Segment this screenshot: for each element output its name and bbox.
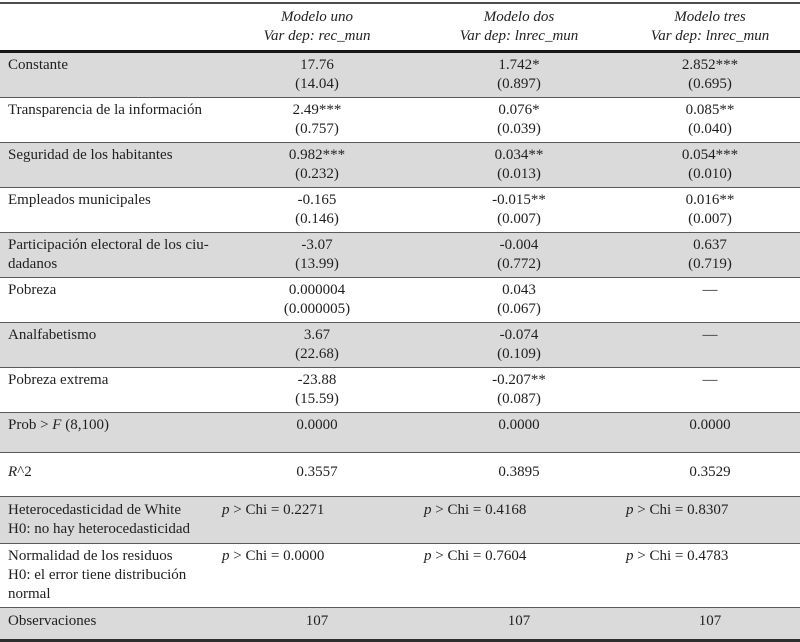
row-label-line2: H0: no hay heterocedasticidad — [8, 521, 191, 537]
p-value-cell — [216, 497, 418, 544]
value-cell — [216, 413, 418, 453]
standard-error: (0.897) — [497, 76, 541, 92]
row-label-cell — [0, 188, 216, 233]
value-cell — [216, 98, 418, 143]
row-label: Constante — [8, 57, 68, 73]
row-label: Analfabetismo — [8, 327, 97, 343]
value-cell — [418, 52, 620, 98]
row-label: Pobreza — [8, 282, 57, 298]
row-label: Seguridad de los habitantes — [8, 147, 173, 163]
row-empleados — [0, 188, 800, 233]
value-cell — [216, 233, 418, 278]
value-cell — [216, 608, 418, 642]
coefficient-value: 1.742* — [498, 57, 540, 73]
p-symbol: p — [222, 548, 230, 564]
row-observaciones — [0, 608, 800, 642]
standard-error: (0.232) — [295, 166, 339, 182]
row-label: Empleados municipales — [8, 192, 151, 208]
row-label-line2: dadanos — [8, 256, 58, 272]
value-cell — [418, 323, 620, 368]
p-value-cell — [418, 497, 620, 544]
standard-error: (0.040) — [688, 121, 732, 137]
row-normalidad — [0, 544, 800, 608]
value-cell — [620, 52, 800, 98]
header-row — [0, 3, 800, 52]
model-title: Modelo uno — [280, 9, 354, 25]
standard-error: (0.757) — [295, 121, 339, 137]
value-cell — [620, 233, 800, 278]
row-label-cell — [0, 278, 216, 323]
value-cell — [418, 608, 620, 642]
p-value-text: > Chi = 0.4168 — [431, 502, 527, 518]
row-r-squared — [0, 453, 800, 497]
standard-error: (0.109) — [497, 346, 541, 362]
standard-error: (0.719) — [688, 256, 732, 272]
row-constante — [0, 52, 800, 98]
row-label-line2: H0: el error tiene distribución — [8, 567, 187, 583]
standard-error: (15.59) — [295, 391, 339, 407]
statistic-value: 0.0000 — [498, 417, 540, 433]
standard-error: (0.007) — [497, 211, 541, 227]
coefficient-value: -3.07 — [301, 237, 333, 253]
value-cell — [216, 278, 418, 323]
row-label-cell — [0, 544, 216, 608]
row-label: Transparencia de la información — [8, 102, 202, 118]
row-label-cell — [0, 323, 216, 368]
standard-error: (0.000005) — [283, 301, 351, 317]
row-pobreza — [0, 278, 800, 323]
standard-error: (14.04) — [295, 76, 339, 92]
value-cell — [418, 98, 620, 143]
row-label-cell — [0, 233, 216, 278]
p-value-cell — [620, 497, 800, 544]
value-cell — [418, 188, 620, 233]
value-cell — [418, 233, 620, 278]
row-label-part: Prob > — [8, 417, 53, 433]
value-cell — [620, 143, 800, 188]
value-cell — [216, 143, 418, 188]
statistic-value: 0.0000 — [689, 417, 731, 433]
row-analfabetismo — [0, 323, 800, 368]
p-value-text: > Chi = 0.2271 — [229, 502, 325, 518]
value-cell — [418, 413, 620, 453]
statistic-value: 0.0000 — [296, 417, 338, 433]
p-value-cell — [418, 544, 620, 608]
standard-error: (0.772) — [497, 256, 541, 272]
coefficient-value: 0.982*** — [288, 147, 346, 163]
model-title: Modelo dos — [483, 9, 555, 25]
statistic-value: 0.3895 — [498, 464, 540, 480]
row-label: Observaciones — [8, 613, 97, 629]
coefficient-value: 2.49*** — [292, 102, 342, 118]
row-label-part: (8,100) — [61, 417, 109, 433]
p-symbol: p — [222, 502, 230, 518]
value-cell — [620, 278, 800, 323]
value-cell — [418, 278, 620, 323]
header-empty-cell — [0, 3, 216, 52]
standard-error: (0.146) — [295, 211, 339, 227]
row-label: Participación electoral de los ciu- — [8, 237, 209, 253]
row-pobreza-extrema — [0, 368, 800, 413]
observations-count: 107 — [305, 613, 329, 629]
column-header-model-2 — [418, 3, 620, 52]
p-value-text: > Chi = 0.7604 — [431, 548, 527, 564]
standard-error: (0.007) — [688, 211, 732, 227]
p-value-text: > Chi = 0.8307 — [633, 502, 729, 518]
coefficient-value: 0.043 — [502, 282, 536, 298]
value-cell — [216, 453, 418, 497]
coefficient-value: 0.034** — [494, 147, 544, 163]
coefficient-value: 0.637 — [693, 237, 727, 253]
row-label-cell — [0, 52, 216, 98]
row-label-cell — [0, 143, 216, 188]
value-cell — [418, 143, 620, 188]
value-cell — [620, 98, 800, 143]
row-label: Pobreza extrema — [8, 372, 109, 388]
standard-error: (0.695) — [688, 76, 732, 92]
coefficient-value: 2.852*** — [681, 57, 739, 73]
coefficient-value: 0.000004 — [288, 282, 346, 298]
coefficient-value: -0.015** — [492, 192, 546, 208]
row-prob-f — [0, 413, 800, 453]
row-participacion — [0, 233, 800, 278]
statistic-value: 0.3557 — [296, 464, 338, 480]
coefficient-value: 3.67 — [303, 327, 331, 343]
standard-error: (0.087) — [497, 391, 541, 407]
coefficient-value: 0.085** — [685, 102, 735, 118]
value-cell — [418, 368, 620, 413]
value-cell — [620, 323, 800, 368]
row-label-cell — [0, 608, 216, 642]
coefficient-value: 0.054*** — [681, 147, 739, 163]
model-vardep: Var dep: lnrec_mun — [650, 28, 770, 44]
value-cell — [418, 453, 620, 497]
coefficient-value: 0.016** — [685, 192, 735, 208]
column-header-model-3 — [620, 3, 800, 52]
row-label-part: ^2 — [17, 464, 32, 480]
value-cell — [620, 368, 800, 413]
observations-count: 107 — [507, 613, 531, 629]
value-cell — [620, 188, 800, 233]
coefficient-value: -0.074 — [499, 327, 539, 343]
row-label-line3: normal — [8, 586, 51, 602]
p-symbol: p — [424, 502, 432, 518]
dash-placeholder: — — [702, 282, 718, 298]
value-cell — [216, 323, 418, 368]
row-label-cell — [0, 98, 216, 143]
p-symbol: p — [626, 502, 634, 518]
row-label: Normalidad de los residuos — [8, 548, 173, 564]
value-cell — [216, 368, 418, 413]
p-symbol: p — [626, 548, 634, 564]
observations-count: 107 — [698, 613, 722, 629]
p-value-text: > Chi = 0.0000 — [229, 548, 325, 564]
row-seguridad — [0, 143, 800, 188]
dash-placeholder: — — [702, 372, 718, 388]
row-label-cell — [0, 368, 216, 413]
standard-error: (13.99) — [295, 256, 339, 272]
coefficient-value: 17.76 — [300, 57, 334, 73]
row-label: Heterocedasticidad de White — [8, 502, 181, 518]
value-cell — [216, 188, 418, 233]
value-cell — [620, 413, 800, 453]
row-label-italic: F — [52, 417, 62, 433]
p-symbol: p — [424, 548, 432, 564]
statistic-value: 0.3529 — [689, 464, 731, 480]
coefficient-value: -23.88 — [297, 372, 337, 388]
row-label-cell — [0, 497, 216, 544]
row-label-cell — [0, 453, 216, 497]
coefficient-value: -0.165 — [297, 192, 337, 208]
standard-error: (0.039) — [497, 121, 541, 137]
model-title: Modelo tres — [674, 9, 746, 25]
coefficient-value: -0.004 — [499, 237, 539, 253]
coefficient-value: -0.207** — [492, 372, 546, 388]
row-label-cell — [0, 413, 216, 453]
value-cell — [216, 52, 418, 98]
standard-error: (22.68) — [295, 346, 339, 362]
regression-results-table — [0, 2, 800, 642]
model-vardep: Var dep: rec_mun — [263, 28, 371, 44]
p-value-cell — [216, 544, 418, 608]
row-transparencia — [0, 98, 800, 143]
column-header-model-1 — [216, 3, 418, 52]
row-heterocedasticidad — [0, 497, 800, 544]
dash-placeholder: — — [702, 327, 718, 343]
standard-error: (0.010) — [688, 166, 732, 182]
model-vardep: Var dep: lnrec_mun — [459, 28, 579, 44]
value-cell — [620, 608, 800, 642]
standard-error: (0.067) — [497, 301, 541, 317]
p-value-text: > Chi = 0.4783 — [633, 548, 729, 564]
value-cell — [620, 453, 800, 497]
standard-error: (0.013) — [497, 166, 541, 182]
p-value-cell — [620, 544, 800, 608]
row-label-italic: R — [8, 464, 18, 480]
coefficient-value: 0.076* — [498, 102, 540, 118]
